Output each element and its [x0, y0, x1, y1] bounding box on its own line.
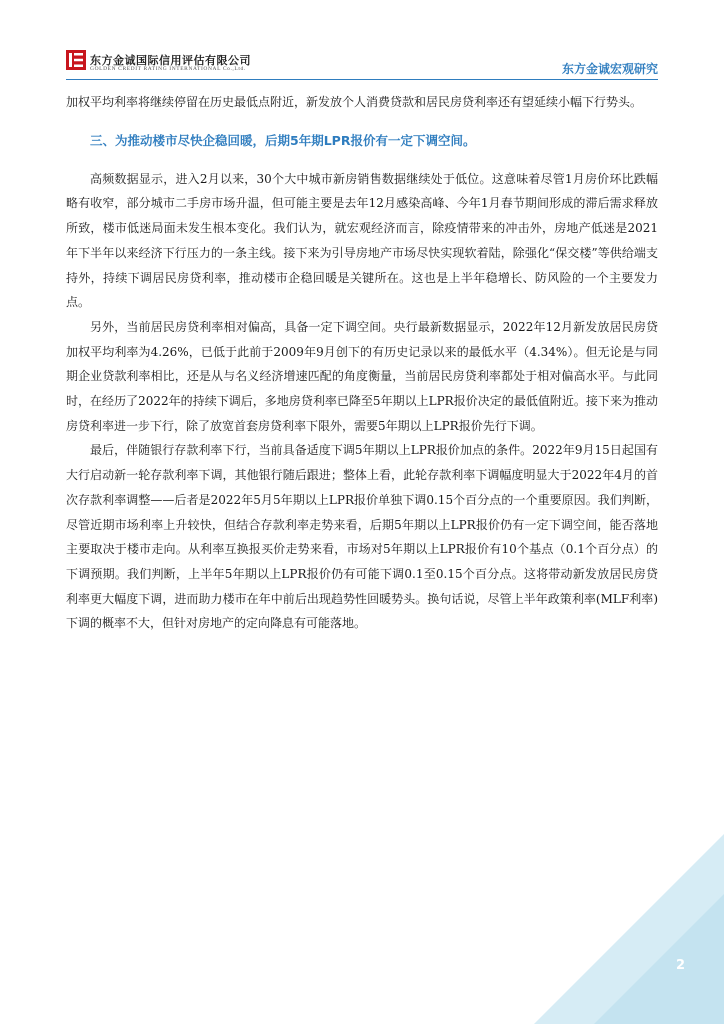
body-paragraph-1: 高频数据显示，进入2月以来，30个大中城市新房销售数据继续处于低位。这意味着尽管1月房价环比跌幅略有收窄，部分城市二手房市场升温，但可能主要是去年12月感染高峰、今年1月春节期间形成的滞后需求释放所致，楼市低迷局面未发生根本变化。我们认为，就宏观经济而言，除疫情带来的冲击外，房地产低迷是2021年下半年以来经济下行压力的一条主线。接下来为引导房地产市场尽快实现软着陆，除强化“保交楼”等供给端支持外，持续下调居民房贷利率，推动楼市企稳回暖是关键所在。这也是上半年稳增长、防风险的一个主要发力点。	[66, 171, 658, 310]
corner-decoration	[534, 834, 724, 1024]
page-number: 2	[676, 958, 686, 973]
company-name-cn: 东方金诚国际信用评估有限公司	[90, 54, 251, 67]
section-title: 东方金诚宏观研究	[561, 62, 658, 76]
document-body	[66, 90, 658, 636]
header-divider	[66, 79, 658, 80]
intro-paragraph: 加权平均利率将继续停留在历史最低点附近，新发放个人消费贷款和居民房贷利率还有望延续小幅下行势头。	[66, 95, 643, 109]
company-name-en: GOLDEN CREDIT RATING INTERNATIONAL Co.,Ltd.	[90, 66, 246, 72]
section-heading: 三、为推动楼市尽快企稳回暖，后期5年期LPR报价有一定下调空间。	[90, 132, 476, 148]
company-logo-icon	[66, 50, 86, 70]
body-paragraph-2: 另外，当前居民房贷利率相对偏高，具备一定下调空间。央行最新数据显示，2022年12月新发放居民房贷加权平均利率为4.26%，已低于此前于2009年9月创下的有历史记录以来的最低水平（4.34%）。但无论是与同期企业贷款利率相比，还是从与名义经济增速匹配的角度衡量，当前居民房贷利率都处于相对偏高水平。与此同时，在经历了2022年的持续下调后，多地房贷利率已降至5年期以上LPR报价决定的最低值附近。接下来为推动房贷利率进一步下行，除了放宽首套房贷利率下限外，需要5年期以上LPR报价先行下调。	[66, 319, 658, 433]
page-header	[0, 0, 724, 84]
body-paragraph-3: 最后，伴随银行存款利率下行，当前具备适度下调5年期以上LPR报价加点的条件。2022年9月15日起国有大行启动新一轮存款利率下调，其他银行随后跟进；整体上看，此轮存款利率下调幅度明显大于2022年4月的首次存款利率调整——后者是2022年5月5年期以上LPR报价单独下调0.15个百分点的一个重要原因。我们判断，尽管近期市场利率上升较快，但结合存款利率走势来看，后期5年期以上LPR报价仍有一定下调空间，能否落地主要取决于楼市走向。从利率互换报买价走势来看，市场对5年期以上LPR报价有10个基点（0.1个百分点）的下调预期。我们判断，上半年5年期以上LPR报价仍有可能下调0.1至0.15个百分点。这将带动新发放居民房贷利率更大幅度下调，进而助力楼市在年中前后出现趋势性回暖势头。换句话说，尽管上半年政策利率(MLF利率)下调的概率不大，但针对房地产的定向降息有可能落地。	[66, 443, 658, 631]
